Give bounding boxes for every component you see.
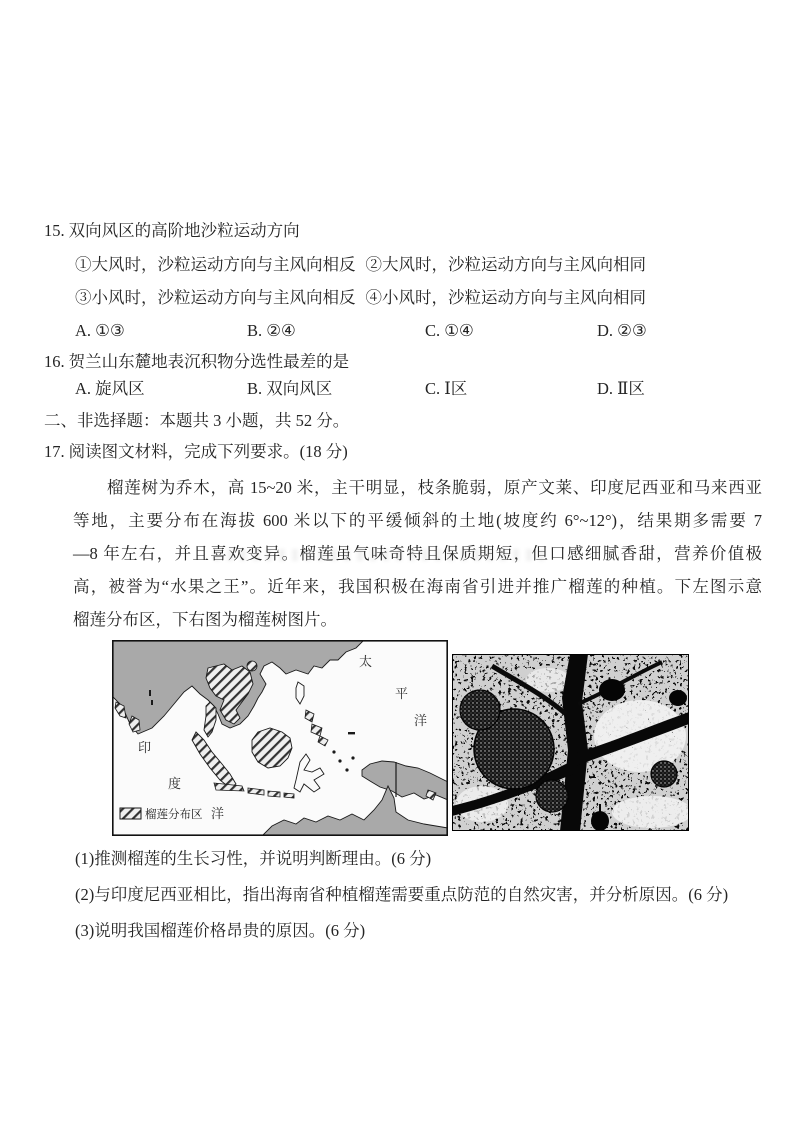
photo-fruit-dark xyxy=(591,811,609,831)
question-17-material-paragraph xyxy=(44,477,762,631)
question-16-stem xyxy=(44,351,764,373)
choice-item-3: ③小风时，沙粒运动方向与主风向相反 xyxy=(75,288,356,307)
map-hatch-sunda-2 xyxy=(268,791,280,797)
question-15-choices-line-1 xyxy=(44,254,764,276)
exam-content xyxy=(44,220,764,942)
question-number: 17. xyxy=(44,442,65,461)
photo-durian-lower xyxy=(536,780,568,812)
pacific-char-2: 平 xyxy=(395,686,409,701)
subquestion-2: (2)与印度尼西亚相比，指出海南省种植榴莲需要重点防范的自然灾害，并分析原因。(6 分) xyxy=(75,885,729,904)
paragraph-line: 榴莲树为乔木，高 15~20 米，主干明显，枝条脆弱，原产文莱、印度尼西亚和马来西亚 xyxy=(107,478,762,497)
question-15-choices-line-2 xyxy=(44,287,764,309)
photo-fruit-dark xyxy=(599,679,625,701)
option-d: D. Ⅱ区 xyxy=(597,379,645,398)
durian-distribution-map xyxy=(112,640,448,836)
map-island xyxy=(345,768,348,771)
question-17-figures xyxy=(44,640,764,836)
photo-fruit-dark xyxy=(669,690,687,706)
question-15-stem xyxy=(44,220,764,242)
photo-durian-upper xyxy=(460,690,500,730)
legend-hatch-swatch xyxy=(120,808,141,819)
choice-item-2: ②大风时，沙粒运动方向与主风向相同 xyxy=(365,255,646,274)
question-number: 16. xyxy=(44,352,65,371)
subquestion-3: (3)说明我国榴莲价格昂贵的原因。(6 分) xyxy=(75,921,366,940)
legend-label: 榴莲分布区 xyxy=(145,809,203,821)
question-16-options-row xyxy=(44,378,764,400)
section-2-heading: 二、非选择题：本题共 3 小题，共 52 分。 xyxy=(44,411,350,430)
map-island xyxy=(332,750,335,753)
question-16 xyxy=(44,351,764,400)
map-island xyxy=(348,732,355,734)
subquestion-1: (1)推测榴莲的生长习性，并说明判断理由。(6 分) xyxy=(75,849,432,868)
map-island xyxy=(338,759,341,762)
question-stem-text: 阅读图文材料，完成下列要求。(18 分) xyxy=(68,442,348,461)
photo-durian-right xyxy=(651,761,677,787)
indian-char-3: 洋 xyxy=(211,806,225,821)
map-hatch-hainan xyxy=(247,661,257,671)
map-island xyxy=(151,700,153,705)
choice-item-4: ④小风时，沙粒运动方向与主风向相同 xyxy=(365,288,646,307)
choice-item-1: ①大风时，沙粒运动方向与主风向相反 xyxy=(75,255,356,274)
option-d: D. ②③ xyxy=(597,321,647,340)
paragraph-line: 等地，主要分布在海拔 600 米以下的平缓倾斜的土地(坡度约 6°~12°)，结果期多需要 7 xyxy=(73,511,762,530)
question-17 xyxy=(44,441,764,942)
paragraph-line: 高，被誉为“水果之王”。近年来，我国积极在海南省引进并推广榴莲的种植。下左图示意 xyxy=(73,577,762,596)
map-hatch-sunda-3 xyxy=(284,793,294,798)
option-a: A. 旋风区 xyxy=(75,379,145,398)
indian-char-1: 印 xyxy=(138,740,152,755)
question-15-options-row xyxy=(44,320,764,342)
question-15 xyxy=(44,220,764,342)
paragraph-line: 榴莲分布区，下右图为榴莲树图片。 xyxy=(73,610,337,629)
option-b: B. ②④ xyxy=(247,321,296,340)
question-number: 15. xyxy=(44,221,65,240)
durian-tree-photo xyxy=(452,654,689,831)
option-c: C. ①④ xyxy=(425,321,474,340)
option-c: C. Ⅰ区 xyxy=(425,379,468,398)
question-stem-text: 双向风区的高阶地沙粒运动方向 xyxy=(68,221,300,240)
indian-char-2: 度 xyxy=(168,776,182,791)
pacific-char-1: 太 xyxy=(359,654,373,669)
map-island xyxy=(149,690,151,696)
paragraph-line: —8 年左右，并且喜欢变异。榴莲虽气味奇特且保质期短，但口感细腻香甜，营养价值极 xyxy=(73,544,762,563)
map-island xyxy=(351,756,354,759)
option-a: A. ①③ xyxy=(75,321,125,340)
question-stem-text: 贺兰山东麓地表沉积物分选性最差的是 xyxy=(68,352,350,371)
question-17-stem xyxy=(44,441,764,463)
option-b: B. 双向风区 xyxy=(247,379,333,398)
pacific-char-3: 洋 xyxy=(414,713,428,728)
map-legend xyxy=(120,807,203,821)
